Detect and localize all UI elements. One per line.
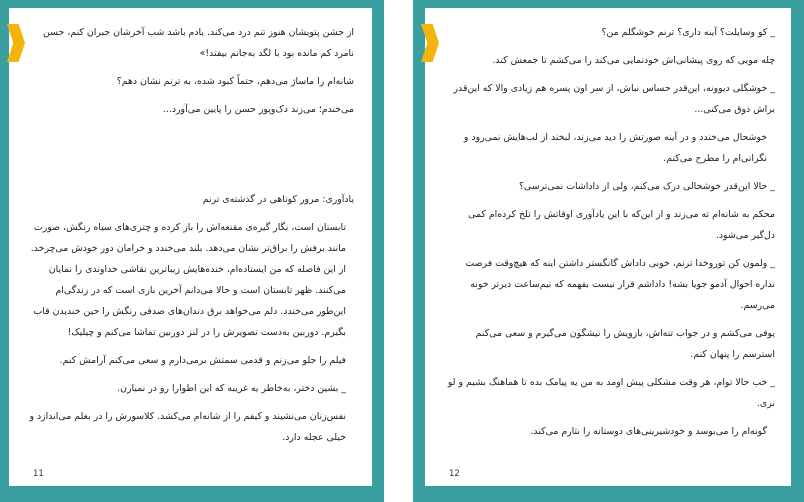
paragraph: خوشحال می‌خندد و در آینه صورتش را دید می‌زند، لبخند از لب‌هایش نمی‌رود و نگرانی‌ام را مطرح می‌کنم. [463, 132, 767, 164]
paragraph: گونه‌ام را می‌بوسد و خودشیرینی‌های دوستانه را نثارم می‌کند. [530, 426, 767, 437]
paragraph: شانه‌ام را ماساژ می‌دهم، حتماً کبود شده، به ترنم نشان دهم؟ [116, 76, 354, 87]
bookmark-tab-icon [7, 24, 25, 62]
section-break [27, 127, 354, 189]
left-page-text [27, 22, 354, 455]
dialogue-line: _ ولمون کن توروخدا ترنم، خوبی داداش گانگستر داشتن اینه که هیچ‌وقت فرصت نداره احوال آدمو جویا بشه! داداشم قرار نیست بفهمه که نیم‌ساعت دیرتر خونه می‌رسم. [465, 258, 775, 311]
paragraph: فیلم را جلو می‌زنم و قدمی سمتش برمی‌دارم و سعی می‌کنم آرامش کنم. [59, 355, 346, 366]
dialogue-line: _ حالا این‌قدر خوشحالی درک می‌کنم، ولی از داداشات نمی‌ترسی؟ [518, 181, 775, 192]
paragraph: نفس‌زنان می‌نشیند و کیفم را از شانه‌ام می‌کشد. کلاسورش را در بغلم می‌اندازد و خیلی عجله دارد. [29, 411, 346, 443]
paragraph: چله مویی که روی پیشانی‌اش خودنمایی می‌کند را می‌کشم تا جمعش کند. [492, 55, 775, 66]
paragraph: پوفی می‌کشم و در جواب تنه‌اش، بازویش را نیشگون می‌گیرم و سعی می‌کنم استرسم را پنهان کنم. [475, 328, 775, 360]
dialogue-line: _ کو وسایلت؟ آینه داری؟ ترنم خوشگلم من؟ [601, 27, 775, 38]
paragraph: تابستان است، نگار گیره‌ی مقنعه‌اش را باز کرده و چتری‌های سیاه رنگش، صورت مانند برفش را براق‌تر نشان می‌دهد. بلند می‌خندد و خرامان دور خودش می‌چرخد. از این فاصله که من ایستاده‌ام، خنده‌هایش زیباترین نقاشی خداوندی را نمایان می‌کنند. ظهر تابستان است و حالا می‌دانم آخرین باری است که در زندگی‌ام این‌طور می‌خندد. دلم می‌خواهد برق دندان‌های صدفی رنگش را حین خندیدن قاب بگیرم. دوربین به‌دست تصویرش را در لنز دوربین تماشا می‌کنم و چیلیک! [30, 222, 346, 338]
page-number: 12 [449, 469, 460, 479]
right-page-text [445, 22, 775, 449]
page-number: 11 [33, 469, 44, 479]
paragraph: از جشن پتویشان هنوز تنم درد می‌کند. یادم باشد شب آخرشان جبران کنم، حسن نامرد کم مانده بود با لگد به‌جانم بیفتد!» [43, 27, 354, 59]
dialogue-line: _ خب حالا توام، هر وقت مشکلی پیش اومد به من یه پیامک بده تا هماهنگ بشیم و لو نری. [447, 377, 775, 409]
bookmark-tab-icon [421, 24, 439, 62]
dialogue-line: _ بشین دختر، به‌خاطر یه غریبه که این اطوارا رو در نمیارن. [117, 383, 346, 394]
paragraph: می‌خندم؛ می‌زند دک‌وپوز حسن را پایین می‌آورد... [162, 104, 354, 115]
section-heading: یادآوری: مرور کوتاهی در گذشته‌ی ترنم [202, 194, 354, 205]
right-page [425, 8, 791, 486]
book-gutter [384, 0, 413, 502]
dialogue-line: _ خوشگلی دیوونه، این‌قدر حساس نباش، از سر اون پسره هم زیادی والا که این‌قدر براش ذوق می‌کنی... [453, 83, 775, 115]
left-page [9, 8, 372, 486]
paragraph: محکم به شانه‌ام ته می‌زند و از این‌که با این یادآوری اوقاتش را تلخ کرده‌ام کمی دل‌گیر می‌شود. [468, 209, 775, 241]
